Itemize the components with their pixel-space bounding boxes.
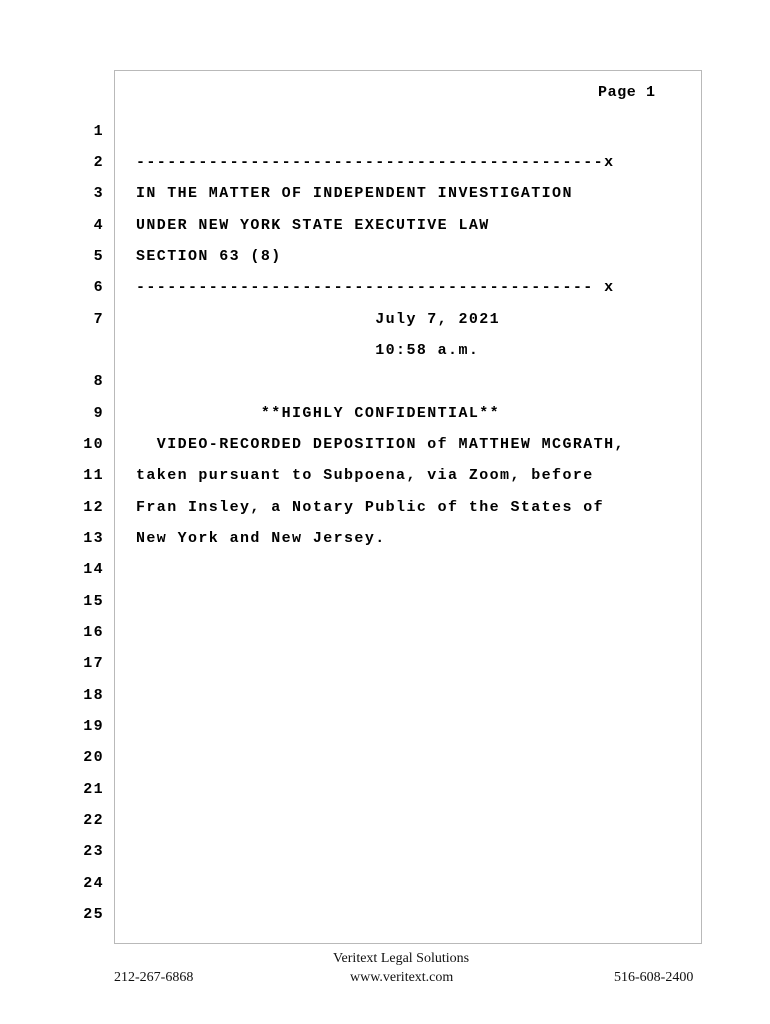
transcript-line bbox=[0, 372, 770, 392]
line-number: 25 bbox=[83, 906, 104, 923]
transcript-line bbox=[0, 748, 770, 768]
line-number: 14 bbox=[83, 561, 104, 578]
transcript-line bbox=[0, 560, 770, 580]
line-number: 16 bbox=[83, 624, 104, 641]
transcript-line bbox=[0, 717, 770, 737]
line-number: 20 bbox=[83, 749, 104, 766]
line-text: July 7, 2021 bbox=[136, 311, 501, 328]
transcript-line bbox=[0, 811, 770, 831]
line-number: 2 bbox=[93, 154, 104, 171]
line-number: 10 bbox=[83, 436, 104, 453]
line-number: 1 bbox=[93, 123, 104, 140]
line-text: ---------------------------------------------x bbox=[136, 154, 615, 171]
line-number: 21 bbox=[83, 781, 104, 798]
line-text: UNDER NEW YORK STATE EXECUTIVE LAW bbox=[136, 217, 490, 234]
transcript-line bbox=[0, 780, 770, 800]
line-number: 23 bbox=[83, 843, 104, 860]
line-text: taken pursuant to Subpoena, via Zoom, before bbox=[136, 467, 594, 484]
transcript-line bbox=[0, 341, 770, 361]
line-text: SECTION 63 (8) bbox=[136, 248, 282, 265]
transcript-line bbox=[0, 184, 770, 204]
footer-company: Veritext Legal Solutions bbox=[333, 951, 470, 966]
transcript-line bbox=[0, 247, 770, 267]
transcript-line bbox=[0, 278, 770, 298]
line-text: Fran Insley, a Notary Public of the States of bbox=[136, 499, 605, 516]
transcript-line bbox=[0, 905, 770, 925]
line-number: 12 bbox=[83, 499, 104, 516]
line-number: 19 bbox=[83, 718, 104, 735]
line-text: 10:58 a.m. bbox=[136, 342, 480, 359]
footer-phone-right: 516-608-2400 bbox=[614, 970, 694, 985]
transcript-line bbox=[0, 874, 770, 894]
line-number: 22 bbox=[83, 812, 104, 829]
transcript-line bbox=[0, 153, 770, 173]
transcript-line bbox=[0, 310, 770, 330]
footer-phone-left: 212-267-6868 bbox=[114, 970, 194, 985]
line-number: 8 bbox=[93, 373, 104, 390]
footer-website: www.veritext.com bbox=[350, 970, 454, 985]
line-text: -------------------------------------------- x bbox=[136, 279, 615, 296]
line-text: **HIGHLY CONFIDENTIAL** bbox=[136, 405, 501, 422]
line-number: 17 bbox=[83, 655, 104, 672]
transcript-line bbox=[0, 686, 770, 706]
page-number-label: Page 1 bbox=[598, 84, 656, 101]
line-number: 15 bbox=[83, 593, 104, 610]
line-number: 13 bbox=[83, 530, 104, 547]
transcript-line bbox=[0, 216, 770, 236]
line-number: 18 bbox=[83, 687, 104, 704]
transcript-line bbox=[0, 529, 770, 549]
line-number: 24 bbox=[83, 875, 104, 892]
line-number: 3 bbox=[93, 185, 104, 202]
transcript-line bbox=[0, 623, 770, 643]
line-number: 5 bbox=[93, 248, 104, 265]
line-number: 4 bbox=[93, 217, 104, 234]
line-number: 9 bbox=[93, 405, 104, 422]
line-number: 11 bbox=[83, 467, 104, 484]
transcript-line bbox=[0, 592, 770, 612]
transcript-line bbox=[0, 654, 770, 674]
line-text: IN THE MATTER OF INDEPENDENT INVESTIGATION bbox=[136, 185, 573, 202]
transcript-line bbox=[0, 404, 770, 424]
transcript-line bbox=[0, 842, 770, 862]
line-text: VIDEO-RECORDED DEPOSITION of MATTHEW MCGRATH, bbox=[136, 436, 625, 453]
line-number: 6 bbox=[93, 279, 104, 296]
transcript-line bbox=[0, 435, 770, 455]
line-text: New York and New Jersey. bbox=[136, 530, 386, 547]
transcript-line bbox=[0, 122, 770, 142]
transcript-line bbox=[0, 498, 770, 518]
line-number: 7 bbox=[93, 311, 104, 328]
transcript-line bbox=[0, 466, 770, 486]
